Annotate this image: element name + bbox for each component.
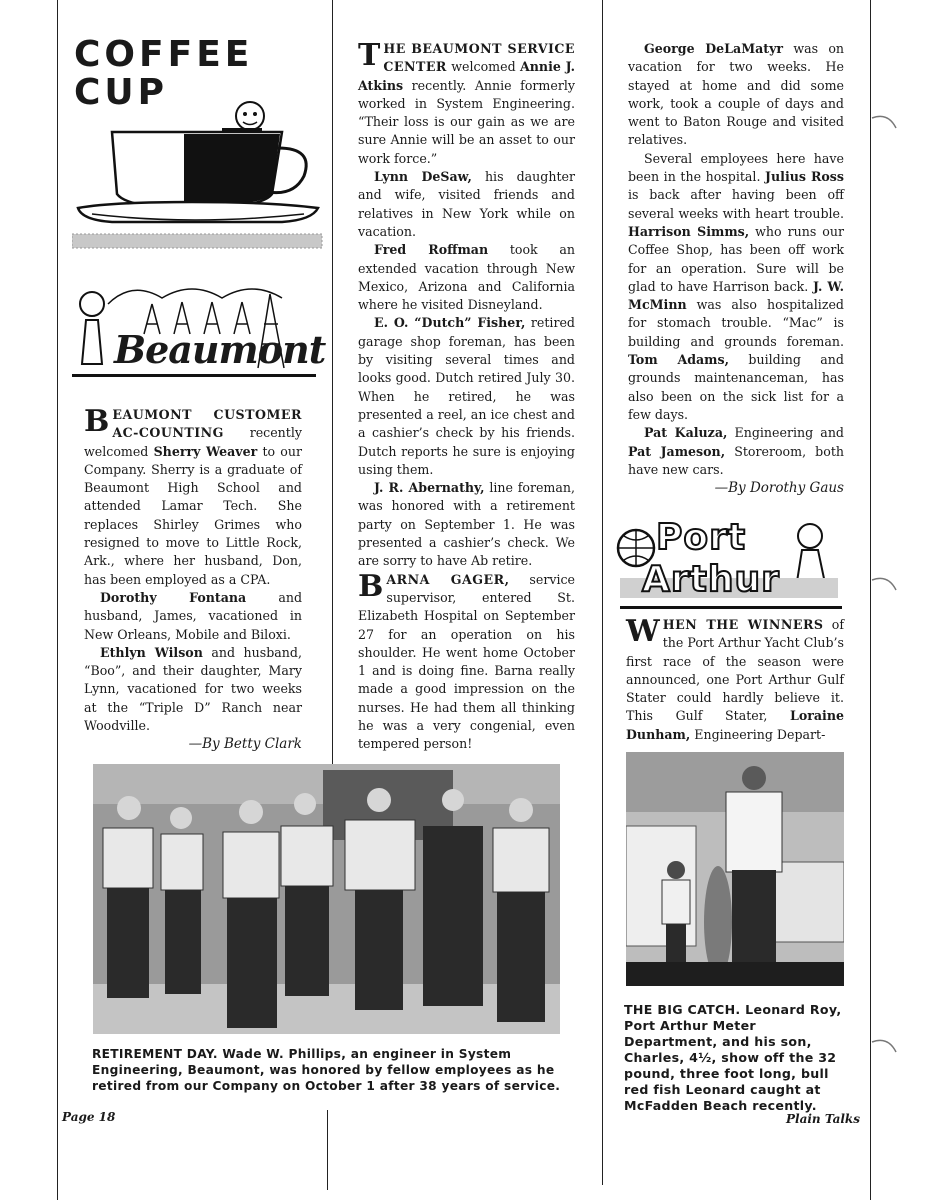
col1-para-1: BEAUMONT CUSTOMER AC-COUNTING recently welcomed Sherry Weaver to our Company. Sherry is a graduate of Beaumont High School and attended Lamar Tech. She replaces Shirley Grimes who resigned to move to Little Rock, Ark., where her husband, Don, has been employed as a CPA. <box>84 404 302 587</box>
coffee-cup-title-line2: CUP <box>74 72 169 113</box>
retirement-photo-art <box>93 764 560 1034</box>
col2-para-4: E. O. “Dutch” Fisher, retired garage shop foreman, has been by visiting several times and looks good. Dutch retired July 30. When he retired, he was presented a reel, an ice chest and a cashier’s check by his friends. Dutch reports he sure is enjoying using them. <box>358 315 575 477</box>
retirement-photo <box>93 764 560 1034</box>
dropcap-t: T <box>358 38 381 73</box>
beaumont-logo-text: Beaumont <box>114 327 326 372</box>
dropcap-b: B <box>84 404 110 439</box>
port-arthur-logo <box>614 514 848 612</box>
col3-para-3: Pat Kaluza, Engineering and Pat Jameson, Storeroom, both have new cars. <box>628 425 844 477</box>
col1-para-2: Dorothy Fontana and husband, James, vacationed in New Orleans, Mobile and Biloxi. <box>84 589 303 642</box>
big-catch-photo <box>626 752 844 986</box>
dropcap-b2: B <box>358 568 384 604</box>
column-rule-1 <box>332 0 333 765</box>
page-number: Page 18 <box>62 1110 116 1124</box>
column-2 <box>358 40 575 754</box>
column-1 <box>84 406 302 754</box>
port-arthur-logo-line2: Arthur <box>642 559 780 600</box>
col2-para-5: J. R. Abernathy, line foreman, was honored with a retirement party on September 1. He was presented a cashier’s check. We are sorry to have Ab retire. <box>358 480 575 569</box>
col2-para-2: Lynn DeSaw, his daughter and wife, visited friends and relatives in New York while on vacation. <box>358 169 575 239</box>
big-catch-caption: THE BIG CATCH. Leonard Roy, Port Arthur Meter Department, and his son, Charles, 4½, show off the 32 pound, three foot long, bull red fish Leonard caught at McFadden Beach recently. <box>624 1002 842 1113</box>
dropcap-w: W <box>626 614 660 649</box>
col1-para-3: Ethlyn Wilson and husband, “Boo”, and their daughter, Mary Lynn, vacationed for two weeks at the “Triple D” Ranch near Woodville. <box>84 644 302 734</box>
col2-para-6: BARNA GAGER, service supervisor, entered St. Elizabeth Hospital on September 27 for an operation on his shoulder. He went home October 1 and is doing fine. Barna really made a good impression on the nurses. He had them all thinking he was a very congenial, even tempered person! <box>358 568 575 752</box>
coffee-cup-illustration <box>72 36 324 252</box>
column-rule-2 <box>602 0 603 1185</box>
left-page-rule <box>57 0 58 1200</box>
big-catch-photo-art <box>626 752 844 986</box>
binder-hole-marks <box>870 0 927 1200</box>
column-3 <box>628 40 844 497</box>
retirement-caption: RETIREMENT DAY. Wade W. Phillips, an engineer in System Engineering, Beaumont, was honored by fellow employees as he retired from our Company on October 1 after 38 years of service. <box>92 1047 561 1093</box>
port-arthur-article <box>626 616 844 744</box>
pa-para-1: WHEN THE WINNERS of the Port Arthur Yacht Club’s first race of the season were announced, one Port Arthur Gulf Stater could hardly believe it. This Gulf Stater, Loraine Dunham, Engineering Depart- <box>626 614 845 742</box>
coffee-cup-logo <box>72 36 324 252</box>
col2-para-1: THE BEAUMONT SERVICE CENTER welcomed Annie J. Atkins recently. Annie formerly worked in System Engineering. “Their loss is our gain as we are sure Annie will be an asset to our work force.” <box>358 38 575 166</box>
port-arthur-logo-line1: Port <box>656 517 747 558</box>
col2-para-3: Fred Roffman took an extended vacation through New Mexico, Arizona and California where he visited Disneyland. <box>358 242 575 313</box>
publication-name: Plain Talks <box>786 1112 861 1126</box>
beaumont-logo <box>72 284 326 384</box>
col1-byline: —By Betty Clark <box>188 736 302 753</box>
col3-byline: —By Dorothy Gaus <box>714 480 844 497</box>
col3-para-1: George DeLaMatyr was on vacation for two weeks. He stayed at home and did some work, took a couple of days and went to Baton Rouge and visited relatives. <box>628 41 845 148</box>
column-rule-bottom <box>327 1110 328 1190</box>
coffee-cup-title-line1: COFFEE <box>74 34 254 75</box>
col3-para-2: Several employees here have been in the hospital. Julius Ross is back after having been off several weeks with heart trouble. Harrison Simms, who runs our Coffee Shop, has been off work for an operation. Sure will be glad to have Harrison back. J. W. McMinn was also hospitalized for stomach trouble. “Mac” is building and grounds foreman. Tom Adams, building and grounds maintenanceman, has also been on the sick list for a few days. <box>628 150 844 422</box>
